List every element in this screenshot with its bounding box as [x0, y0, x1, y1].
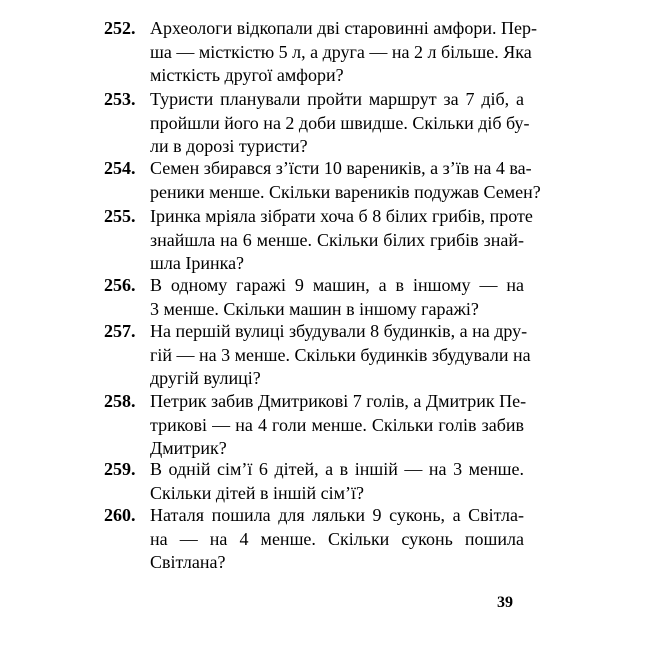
problem-text [150, 458, 524, 505]
problem-line: місткість другої амфори? [150, 65, 344, 85]
problem-line: Скільки дітей в іншій сім’ї? [150, 482, 364, 503]
problem-number: 253. [104, 89, 136, 109]
problem-line: на — на 4 менше. Скільки суконь пошила [150, 528, 524, 549]
problem-255 [104, 205, 533, 276]
problem-line: На першій вулиці збудували 8 будинків, а на дру- [150, 321, 528, 341]
problem-254 [104, 157, 541, 204]
problem-257 [104, 320, 531, 391]
problem-258 [104, 390, 527, 461]
problem-line: Світлана? [150, 552, 226, 572]
problem-text [150, 157, 541, 204]
problem-line: трикові — на 4 голи менше. Скільки голів забив [150, 414, 524, 435]
problem-line: Наталя пошила для ляльки 9 суконь, а Світла- [150, 505, 524, 525]
problem-line: 3 менше. Скільки машин в іншому гаражі? [150, 298, 479, 319]
problem-252 [104, 17, 537, 88]
problem-256 [104, 274, 524, 321]
problem-line: Петрик забив Дмитрикові 7 голів, а Дмитрик Пе- [150, 391, 527, 411]
problem-number: 255. [104, 206, 136, 226]
problem-number: 260. [104, 505, 136, 525]
problem-text [150, 88, 530, 159]
problem-259 [104, 458, 524, 505]
problem-line: В одній сім’ї 6 дітей, а в іншій — на 3 менше. [150, 459, 524, 479]
problem-number: 259. [104, 459, 136, 479]
problem-line: В одному гаражі 9 машин, а в іншому — на [150, 275, 524, 295]
problem-line: Археологи відкопали дві старовинні амфори. Пер- [150, 18, 537, 38]
problem-text [150, 390, 527, 461]
problem-number: 258. [104, 391, 136, 411]
problem-number: 254. [104, 158, 136, 178]
problem-line: Дмитрик? [150, 438, 227, 458]
problem-line: шла Іринка? [150, 253, 245, 273]
problem-line: ли в дорозі туристи? [150, 136, 308, 156]
problem-260 [104, 504, 524, 575]
problem-number: 252. [104, 18, 136, 38]
problem-number: 256. [104, 275, 136, 295]
page-number: 39 [497, 594, 513, 611]
problem-line: Іринка мріяла зібрати хоча б 8 білих грибів, проте [150, 206, 533, 226]
problem-line: реники менше. Скільки вареників подужав Семен? [150, 181, 541, 202]
problem-line: знайшла на 6 менше. Скільки білих грибів знай- [150, 229, 524, 250]
problem-text [150, 504, 524, 575]
problem-line: пройшли його на 2 доби швидше. Скільки діб бу- [150, 112, 530, 133]
problem-253 [104, 88, 530, 159]
problem-text [150, 17, 537, 88]
problem-text [150, 320, 531, 391]
problem-text [150, 274, 524, 321]
problem-number: 257. [104, 321, 136, 341]
problem-line: Семен збирався з’їсти 10 вареників, а з’їв на 4 ва- [150, 158, 532, 178]
problem-line: другій вулиці? [150, 368, 261, 388]
problem-line: гій — на 3 менше. Скільки будинків збудували на [150, 344, 531, 365]
problem-text [150, 205, 533, 276]
problem-line: ша — місткістю 5 л, а друга — на 2 л більше. Яка [150, 41, 532, 62]
problem-line: Туристи планували пройти маршрут за 7 діб, а [150, 89, 524, 109]
